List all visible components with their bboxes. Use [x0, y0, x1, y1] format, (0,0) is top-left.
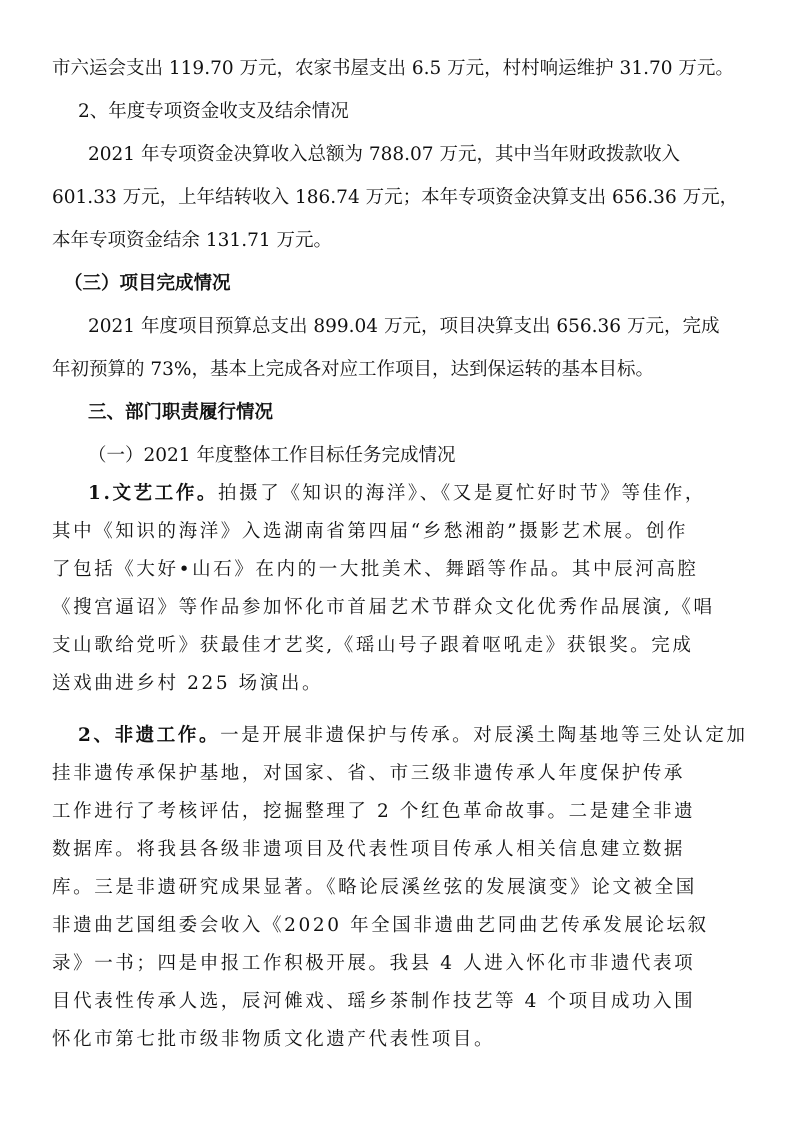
text-line: 2021 年专项资金决算收入总额为 788.07 万元，其中当年财政拨款收入	[88, 144, 680, 165]
text-line: 支山歌给党听》获最佳才艺奖,《瑶山号子跟着呕吼走》获银奖。完成	[52, 635, 694, 656]
text-line: 送戏曲进乡村 225 场演出。	[52, 673, 324, 694]
subsection-heading: 2、年度专项资金收支及结余情况	[78, 101, 349, 122]
text-line: 《搜宫逼诏》等作品参加怀化市首届艺术节群众文化优秀作品展演,《唱	[52, 597, 715, 618]
text-line: 市六运会支出 119.70 万元，农家书屋支出 6.5 万元，村村响运维护 31.70 万元。	[52, 58, 734, 79]
paragraph-first-line	[88, 480, 706, 508]
text-line: 其中《知识的海洋》入选湖南省第四届“乡愁湘韵”摄影艺术展。创作	[52, 521, 689, 542]
paragraph-first-line	[78, 722, 748, 750]
text-line: 年初预算的 73%，基本上完成各对应工作项目，达到保运转的基本目标。	[52, 359, 655, 380]
text-run: 一是开展非遗保护与传承。对辰溪土陶基地等三处认定加	[220, 725, 748, 746]
text-line: 录》一书；四是申报工作积极开展。我县 4 人进入怀化市非遗代表项	[52, 953, 696, 974]
text-line: 挂非遗传承保护基地，对国家、省、市三级非遗传承人年度保护传承	[52, 763, 686, 784]
text-line: 本年专项资金结余 131.71 万元。	[52, 230, 332, 251]
text-line: 目代表性传承人选，辰河傩戏、瑶乡茶制作技艺等 4 个项目成功入围	[52, 991, 696, 1012]
text-line: 了包括《大好•山石》在内的一大批美术、舞蹈等作品。其中辰河高腔	[52, 559, 699, 580]
text-run: 拍摄了《知识的海洋》、《又是夏忙好时节》等佳作，	[218, 483, 706, 504]
subsection-heading: （一）2021 年度整体工作目标任务完成情况	[88, 445, 456, 466]
text-line: 怀化市第七批市级非物质文化遗产代表性项目。	[52, 1029, 496, 1050]
section-heading: （三）项目完成情况	[64, 273, 231, 294]
text-line: 工作进行了考核评估，挖掘整理了 2 个红色革命故事。二是建全非遗	[52, 801, 696, 822]
paragraph-heading: 1.文艺工作。	[88, 483, 219, 504]
section-heading: 三、部门职责履行情况	[88, 402, 274, 423]
paragraph-heading: 2、非遗工作。	[78, 725, 221, 746]
text-line: 非遗曲艺国组委会收入《2020 年全国非遗曲艺同曲艺传承发展论坛叙	[52, 915, 709, 936]
text-line: 2021 年度项目预算总支出 899.04 万元，项目决算支出 656.36 万元，完成	[88, 316, 720, 337]
text-line: 库。三是非遗研究成果显著。《略论辰溪丝弦的发展演变》论文被全国	[52, 877, 697, 898]
text-line: 601.33 万元，上年结转收入 186.74 万元；本年专项资金决算支出 656.36 万元，	[52, 187, 739, 208]
text-line: 数据库。将我县各级非遗项目及代表性项目传承人相关信息建立数据	[52, 839, 686, 860]
